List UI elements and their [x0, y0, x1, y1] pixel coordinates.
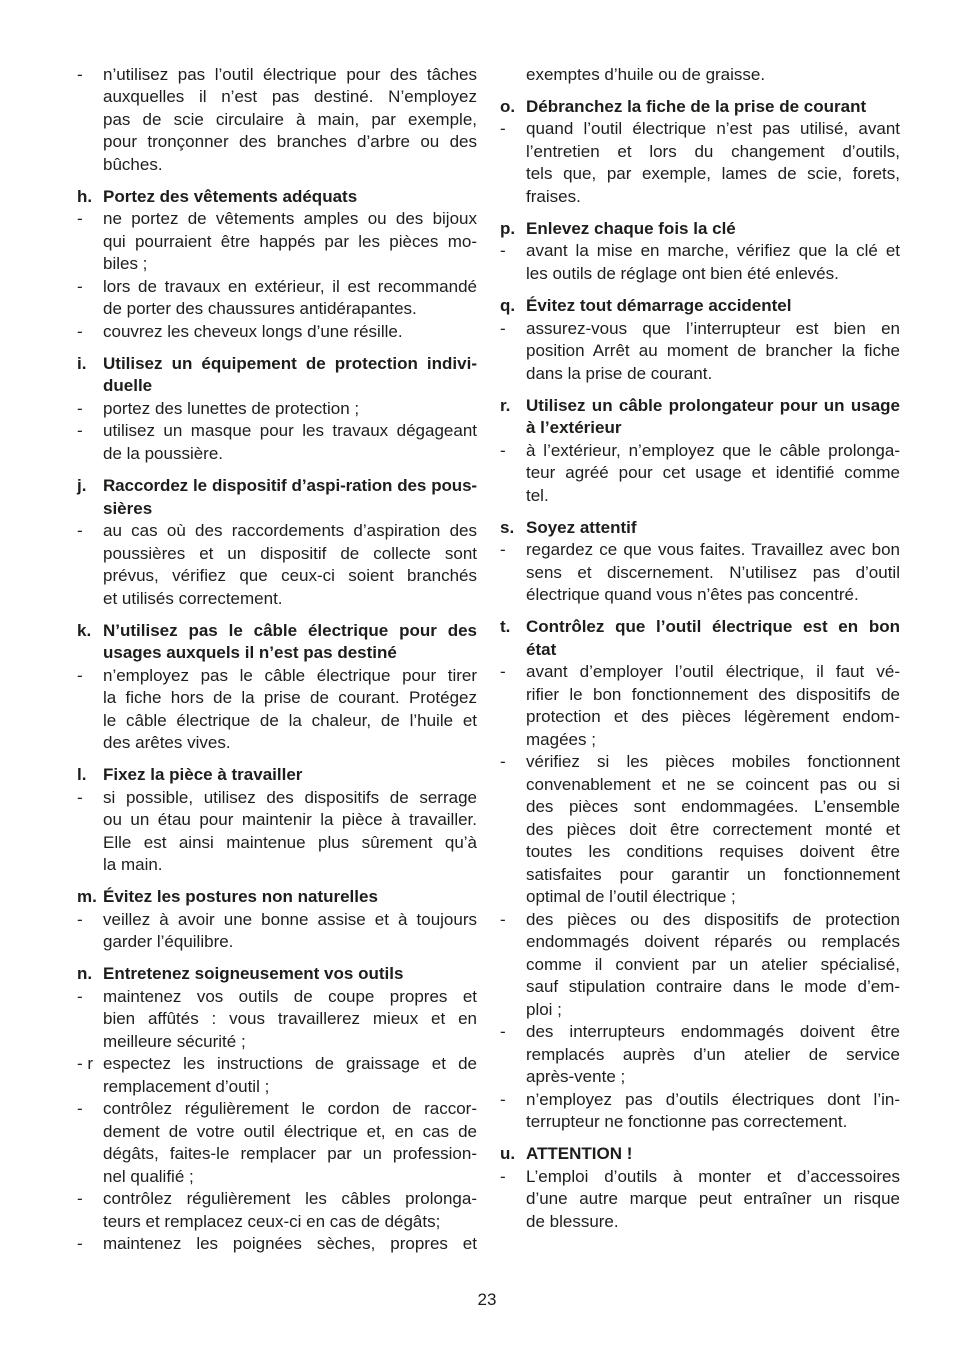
text-line: ploi ; — [526, 999, 562, 1019]
item-text — [526, 1021, 900, 1089]
item-text — [103, 1098, 477, 1188]
text-line: ou un étau pour maintenir la pièce à travailler. — [103, 810, 477, 830]
section-h — [77, 186, 477, 344]
section-heading — [77, 353, 477, 398]
bullet-marker: - — [77, 1099, 83, 1119]
text-line: Utilisez un équipement de protection indivi- — [103, 353, 477, 373]
bullet-marker: - — [500, 119, 506, 139]
text-line: poussières et un dispositif de collecte sont — [103, 543, 477, 563]
bullet-marker: - — [77, 209, 83, 229]
item-text — [526, 118, 900, 208]
section-title — [526, 1143, 900, 1166]
bullet-marker: - — [77, 1189, 83, 1209]
section-letter: i. — [77, 353, 87, 373]
section-title — [103, 886, 477, 909]
bullet-item — [77, 208, 477, 276]
item-text — [103, 64, 477, 177]
text-line: teurs et remplacez ceux-ci en cas de dégâts; — [103, 1211, 441, 1231]
bullet-item — [77, 520, 477, 610]
left-column — [77, 64, 477, 1256]
text-line: Fixez la pièce à travailler — [103, 765, 303, 785]
section-title — [526, 295, 900, 318]
section-letter: l. — [77, 765, 87, 785]
text-line: Raccordez le dispositif d’aspi-ration des pous- — [103, 476, 477, 496]
text-line: remplacement d’outil ; — [103, 1076, 270, 1096]
bullet-marker: - — [77, 521, 83, 541]
text-line: auxquelles il n’est pas destiné. N’employez — [103, 87, 477, 107]
section-heading — [500, 295, 900, 318]
text-line: couvrez les cheveux longs d’une résille. — [103, 321, 403, 341]
section-letter: t. — [500, 617, 511, 637]
section-title — [103, 963, 477, 986]
bullet-item — [77, 1188, 477, 1233]
text-line: convenablement et ne se coincent pas ou si — [526, 774, 900, 794]
bullet-marker: - — [500, 1022, 506, 1042]
bullet-item — [500, 1166, 900, 1234]
section-t — [500, 616, 900, 1134]
bullet-item — [500, 539, 900, 607]
text-line: n’utilisez pas l’outil électrique pour des tâches — [103, 64, 477, 84]
item-text — [526, 440, 900, 508]
section-title — [103, 764, 477, 787]
section-letter: n. — [77, 964, 93, 984]
section-p — [500, 218, 900, 286]
bullet-marker: - — [77, 64, 83, 84]
bullet-item — [77, 787, 477, 877]
section-heading — [77, 475, 477, 520]
section-heading — [500, 616, 900, 661]
page-number: 23 — [477, 1290, 497, 1309]
bullet-item — [500, 440, 900, 508]
section-title — [526, 218, 900, 241]
text-line: qui pourraient être happés par les pièces mo- — [103, 231, 477, 251]
text-line: toutes les conditions requises doivent être — [526, 842, 900, 862]
section-title — [526, 96, 900, 119]
text-line: tels que, par exemple, lames de scie, forets, — [526, 164, 900, 184]
text-line: magées ; — [526, 729, 596, 749]
text-line: si possible, utilisez des dispositifs de serrage — [103, 787, 477, 807]
text-line: Portez des vêtements adéquats — [103, 186, 358, 206]
text-line: regardez ce que vous faites. Travaillez avec bon — [526, 540, 900, 560]
bullet-item — [77, 1098, 477, 1188]
section-l — [77, 764, 477, 877]
text-line: dans la prise de courant. — [526, 363, 713, 383]
item-text — [103, 986, 477, 1054]
bullet-marker: - — [500, 440, 506, 460]
item-text — [103, 787, 477, 877]
section-letter: q. — [500, 296, 516, 316]
section-m — [77, 886, 477, 954]
section-letter: j. — [77, 476, 87, 496]
text-line: contrôlez régulièrement le cordon de raccor- — [103, 1099, 477, 1119]
section-heading — [77, 963, 477, 986]
text-line: Enlevez chaque fois la clé — [526, 218, 736, 238]
bullet-item — [500, 1089, 900, 1134]
bullet-item — [77, 909, 477, 954]
text-line: les outils de réglage ont bien été enlevés. — [526, 263, 839, 283]
text-line: de la poussière. — [103, 443, 224, 463]
text-line: sières — [103, 498, 153, 518]
bullet-item — [77, 1053, 477, 1098]
bullet-item — [500, 240, 900, 285]
text-line: Évitez les postures non naturelles — [103, 887, 378, 907]
bullet-item — [77, 64, 477, 177]
section-letter: r. — [500, 395, 511, 415]
bullet-marker: - — [500, 1166, 506, 1186]
text-line: exemptes d’huile ou de graisse. — [526, 64, 766, 84]
text-line: à l’extérieur, n’employez que le câble prolonga- — [526, 440, 900, 460]
section-title — [103, 353, 477, 398]
section-o — [500, 96, 900, 209]
text-line: la main. — [103, 855, 163, 875]
item-text — [103, 665, 477, 755]
section-title — [103, 186, 477, 209]
text-line: des pièces doit être correctement monté et — [526, 819, 900, 839]
item-text — [526, 240, 900, 285]
item-text — [103, 1233, 477, 1256]
bullet-marker: - — [500, 752, 506, 772]
section-letter: p. — [500, 218, 516, 238]
right-column — [500, 64, 900, 1234]
bullet-marker: - — [77, 321, 83, 341]
text-line: fraises. — [526, 186, 581, 206]
item-text — [526, 661, 900, 751]
text-line: des interrupteurs endommagés doivent être — [526, 1022, 900, 1042]
item-text — [103, 321, 477, 344]
text-line: bien affûtés : vous travaillerez mieux et en — [103, 1009, 477, 1029]
bullet-marker: - — [77, 787, 83, 807]
section-k — [77, 620, 477, 755]
text-line: de blessure. — [526, 1211, 619, 1231]
text-line: état — [526, 639, 557, 659]
text-line: pour tronçonner des branches d’arbre ou des — [103, 132, 477, 152]
text-line: veillez à avoir une bonne assise et à toujours — [103, 909, 477, 929]
bullet-item — [500, 1021, 900, 1089]
text-line: le câble électrique de la chaleur, de l’huile et — [103, 710, 477, 730]
bullet-marker: - — [77, 1234, 83, 1254]
section-heading — [500, 1143, 900, 1166]
text-line: utilisez un masque pour les travaux dégageant — [103, 421, 477, 441]
text-line: optimal de l’outil électrique ; — [526, 887, 736, 907]
item-text — [526, 909, 900, 1022]
bullet-marker: - — [500, 662, 506, 682]
text-line: de porter des chaussures antidérapantes. — [103, 299, 417, 319]
bullet-marker: - — [77, 909, 83, 929]
text-line: sauf stipulation contraire dans le mode d’em- — [526, 977, 900, 997]
text-line: prévus, vérifiez que ceux-ci soient branchés — [103, 566, 477, 586]
section-heading — [500, 517, 900, 540]
text-line: pas de scie circulaire à main, par exemple, — [103, 109, 477, 129]
text-line: nel qualifié ; — [103, 1166, 194, 1186]
section-title — [526, 517, 900, 540]
text-line: avant d’employer l’outil électrique, il faut vé- — [526, 662, 900, 682]
section-heading — [500, 96, 900, 119]
section-heading — [500, 395, 900, 440]
text-line: assurez-vous que l’interrupteur est bien en — [526, 318, 900, 338]
bullet-item — [77, 1233, 477, 1256]
bullet-item — [500, 909, 900, 1022]
item-text — [103, 398, 477, 421]
bullet-item — [500, 118, 900, 208]
section-heading — [77, 186, 477, 209]
item-text — [526, 1089, 900, 1134]
text-line: la fiche hors de la prise de courant. Protégez — [103, 688, 477, 708]
item-text — [526, 1166, 900, 1234]
item-text — [103, 208, 477, 276]
text-line: lors de travaux en extérieur, il est recommandé — [103, 276, 477, 296]
text-line: et utilisés correctement. — [103, 588, 283, 608]
text-line: comme il convient par un atelier spécialisé, — [526, 954, 900, 974]
bullet-item — [77, 986, 477, 1054]
section-letter: h. — [77, 186, 93, 206]
section-title — [103, 620, 477, 665]
section-q — [500, 295, 900, 385]
text-line: au cas où des raccordements d’aspiration des — [103, 521, 477, 541]
bullet-marker: - — [77, 665, 83, 685]
text-line: Contrôlez que l’outil électrique est en bon — [526, 617, 900, 637]
text-line: ATTENTION ! — [526, 1144, 633, 1164]
text-line: des pièces sont endommagées. L’ensemble — [526, 797, 900, 817]
item-text — [526, 751, 900, 909]
text-line: des pièces ou des dispositifs de protection — [526, 909, 900, 929]
text-line: n’employez pas le câble électrique pour tirer — [103, 665, 477, 685]
item-text — [103, 420, 477, 465]
text-line: bûches. — [103, 154, 163, 174]
section-heading — [77, 886, 477, 909]
section-heading — [77, 764, 477, 787]
text-line: satisfaites pour garantir un fonctionnement — [526, 864, 900, 884]
text-line: teur agréé pour cet usage et identifié comme — [526, 463, 900, 483]
item-text — [103, 1188, 477, 1233]
bullet-marker: - — [500, 1089, 506, 1109]
text-line: contrôlez régulièrement les câbles prolonga- — [103, 1189, 477, 1209]
bullet-item — [500, 751, 900, 909]
text-line: Utilisez un câble prolongateur pour un usage — [526, 395, 900, 415]
bullet-item — [77, 420, 477, 465]
text-line: meilleure sécurité ; — [103, 1031, 246, 1051]
text-line: après-vente ; — [526, 1067, 626, 1087]
bullet-item — [77, 398, 477, 421]
bullet-marker: - — [500, 909, 506, 929]
bullet-marker: - — [77, 986, 83, 1006]
bullet-item — [77, 321, 477, 344]
item-text — [103, 276, 477, 321]
text-line: portez des lunettes de protection ; — [103, 398, 360, 418]
text-line: N’utilisez pas le câble électrique pour des — [103, 620, 477, 640]
text-line: quand l’outil électrique n’est pas utilisé, avant — [526, 119, 900, 139]
text-line: remplacés auprès d’un atelier de service — [526, 1044, 900, 1064]
text-line: sens et discernement. N’utilisez pas d’outil — [526, 562, 900, 582]
section-s — [500, 517, 900, 607]
text-line: endommagés doivent réparés ou remplacés — [526, 932, 900, 952]
text-line: biles ; — [103, 254, 148, 274]
text-line: à l’extérieur — [526, 418, 622, 438]
text-line: usages auxquels il n’est pas destiné — [103, 643, 397, 663]
bullet-marker: - — [77, 398, 83, 418]
bullet-marker: - — [77, 276, 83, 296]
section-letter: u. — [500, 1144, 516, 1164]
item-text — [103, 909, 477, 954]
section-n — [77, 963, 477, 1256]
text-line: L’emploi d’outils à monter et d’accessoires — [526, 1166, 900, 1186]
bullet-item — [500, 318, 900, 386]
text-line: d’une autre marque peut entraîner un risque — [526, 1189, 900, 1209]
section-u — [500, 1143, 900, 1233]
text-line: rifier le bon fonctionnement des dispositifs de — [526, 684, 900, 704]
text-line: ne portez de vêtements amples ou des bijoux — [103, 209, 477, 229]
section-title — [103, 475, 477, 520]
text-line: des arêtes vives. — [103, 733, 231, 753]
item-text — [103, 1053, 477, 1098]
section-letter: s. — [500, 517, 515, 537]
text-line: Débranchez la fiche de la prise de courant — [526, 96, 867, 116]
section-i — [77, 353, 477, 466]
item-text — [103, 520, 477, 610]
section-letter: k. — [77, 620, 92, 640]
bullet-marker: - r — [77, 1054, 94, 1074]
item-text — [526, 539, 900, 607]
text-line: protection et des pièces légèrement endom- — [526, 707, 900, 727]
text-line: avant la mise en marche, vérifiez que la clé et — [526, 241, 900, 261]
text-line: vérifiez si les pièces mobiles fonctionnent — [526, 752, 900, 772]
text-line: Soyez attentif — [526, 517, 637, 537]
bullet-marker: - — [500, 241, 506, 261]
text-line: électrique quand vous n’êtes pas concentré. — [526, 585, 859, 605]
text-line: duelle — [103, 376, 153, 396]
text-line: l’entretien et lors du changement d’outils, — [526, 141, 900, 161]
text-line: tel. — [526, 485, 549, 505]
text-line: garder l’équilibre. — [103, 932, 234, 952]
bullet-item — [500, 661, 900, 751]
bullet-marker — [500, 64, 526, 87]
bullet-item — [77, 665, 477, 755]
text-line: maintenez les poignées sèches, propres et — [103, 1234, 477, 1254]
text-line: espectez les instructions de graissage et de — [103, 1054, 477, 1074]
text-line: terrupteur ne fonctionne pas correctement. — [526, 1112, 848, 1132]
text-line: n’employez pas d’outils électriques dont l’in- — [526, 1089, 900, 1109]
text-line: dégâts, faites-le remplacer par un profession- — [103, 1144, 477, 1164]
text-line: Évitez tout démarrage accidentel — [526, 296, 792, 316]
item-text — [526, 318, 900, 386]
bullet-marker: - — [500, 540, 506, 560]
section-heading — [500, 218, 900, 241]
bullet-marker: - — [500, 318, 506, 338]
bullet-item — [77, 276, 477, 321]
text-line: Elle est ainsi maintenue plus sûrement qu’à — [103, 832, 477, 852]
section-j — [77, 475, 477, 610]
text-line: position Arrêt au moment de brancher la fiche — [526, 341, 900, 361]
item-text — [526, 64, 900, 87]
text-line: dement de votre outil électrique et, en cas de — [103, 1121, 477, 1141]
section-r — [500, 395, 900, 508]
section-letter: m. — [77, 887, 97, 907]
section-heading — [77, 620, 477, 665]
section-letter: o. — [500, 96, 516, 116]
bullet-item — [500, 64, 900, 87]
section-title — [526, 395, 900, 440]
text-line: maintenez vos outils de coupe propres et — [103, 986, 477, 1006]
text-line: Entretenez soigneusement vos outils — [103, 964, 404, 984]
section-title — [526, 616, 900, 661]
bullet-marker: - — [77, 421, 83, 441]
